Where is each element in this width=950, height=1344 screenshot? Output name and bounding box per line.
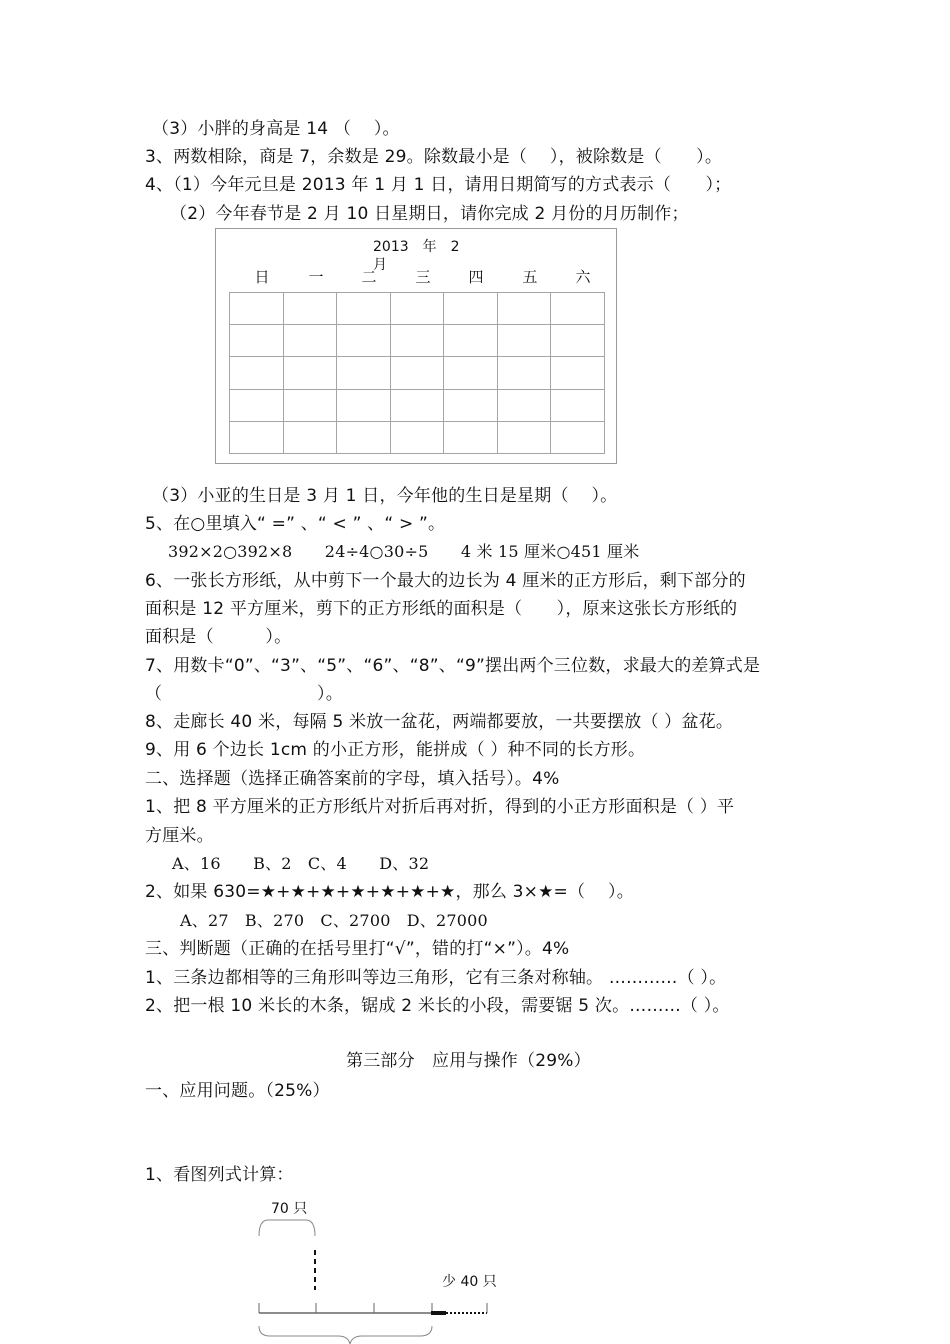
weekday-fri: 五 bbox=[522, 268, 538, 286]
q6-line3: 面积是（ ）。 bbox=[145, 627, 292, 647]
choice-q1-line1: 1、把 8 平方厘米的正方形纸片对折后再对折，得到的小正方形面积是（ ）平 bbox=[145, 797, 735, 817]
q5-expressions: 392×2○392×8 24÷4○30÷5 4 米 15 厘米○451 厘米 bbox=[168, 542, 640, 561]
judge-q2: 2、把一根 10 米长的木条，锯成 2 米长的小段，需要锯 5 次。………（ ）。 bbox=[145, 996, 730, 1016]
calendar-month: 月 bbox=[373, 257, 387, 273]
choice-q1-options: A、16 B、2 C、4 D、32 bbox=[172, 854, 430, 873]
weekday-wed: 三 bbox=[415, 268, 431, 286]
weekday-sat: 六 bbox=[575, 268, 591, 286]
choice-q2-options: A、27 B、270 C、2700 D、27000 bbox=[180, 911, 488, 930]
figure-right-label: 少 40 只 bbox=[442, 1274, 497, 1290]
q9-rectangles: 9、用 6 个边长 1cm 的小正方形，能拼成（ ）种不同的长方形。 bbox=[145, 740, 646, 760]
q3-division: 3、两数相除，商是 7，余数是 29。除数最小是（ ），被除数是（ ）。 bbox=[145, 147, 723, 167]
q4-spring-festival: （2）今年春节是 2 月 10 日星期日，请你完成 2 月份的月历制作； bbox=[170, 204, 689, 224]
q7-line2: （ ）。 bbox=[145, 684, 343, 704]
part3-title: 第三部分 应用与操作（29%） bbox=[346, 1051, 591, 1071]
calendar-title: 2013 年 2 bbox=[373, 239, 460, 255]
figure-top-label: 70 只 bbox=[271, 1201, 308, 1217]
weekday-sun: 日 bbox=[254, 268, 270, 286]
top-brace bbox=[259, 1220, 315, 1236]
q6-line2: 面积是 12 平方厘米，剪下的正方形纸的面积是（ ），原来这张长方形纸的 bbox=[145, 599, 738, 619]
q4-birthday: （3）小亚的生日是 3 月 1 日，今年他的生日是星期（ ）。 bbox=[152, 486, 618, 506]
bottom-brace bbox=[259, 1326, 432, 1344]
q3-height: （3）小胖的身高是 14 （ ）。 bbox=[152, 119, 400, 139]
weekday-thu: 四 bbox=[468, 268, 484, 286]
q8-flowers: 8、走廊长 40 米，每隔 5 米放一盆花，两端都要放，一共要摆放（ ）盆花。 bbox=[145, 712, 734, 732]
q5-compare: 5、在○里填入“ =” 、“ < ” 、“ > ”。 bbox=[145, 514, 446, 534]
app-q1-title: 1、看图列式计算： bbox=[145, 1165, 294, 1185]
choice-q2: 2、如果 630=★+★+★+★+★+★+★，那么 3×★=（ ）。 bbox=[145, 882, 634, 902]
q7-line1: 7、用数卡“0”、“3”、“5”、“6”、“8”、“9”摆出两个三位数，求最大的差算式是 bbox=[145, 656, 761, 676]
weekday-tue: 二 bbox=[361, 268, 377, 286]
choice-q1-line2: 方厘米。 bbox=[145, 826, 214, 846]
q4-date: 4、（1）今年元旦是 2013 年 1 月 1 日，请用日期简写的方式表示（ ）； bbox=[145, 175, 732, 195]
judge-q1: 1、三条边都相等的三角形叫等边三角形，它有三条对称轴。 …………（ ）。 bbox=[145, 968, 727, 988]
q6-line1: 6、一张长方形纸，从中剪下一个最大的边长为 4 厘米的正方形后，剩下部分的 bbox=[145, 571, 746, 591]
application-section-title: 一、应用问题。（25%） bbox=[145, 1081, 330, 1101]
section-judge-title: 三、判断题（正确的在括号里打“√”，错的打“×”）。4% bbox=[145, 939, 570, 959]
weekday-mon: 一 bbox=[308, 268, 324, 286]
section-choice-title: 二、选择题（选择正确答案前的字母，填入括号）。4% bbox=[145, 769, 560, 789]
